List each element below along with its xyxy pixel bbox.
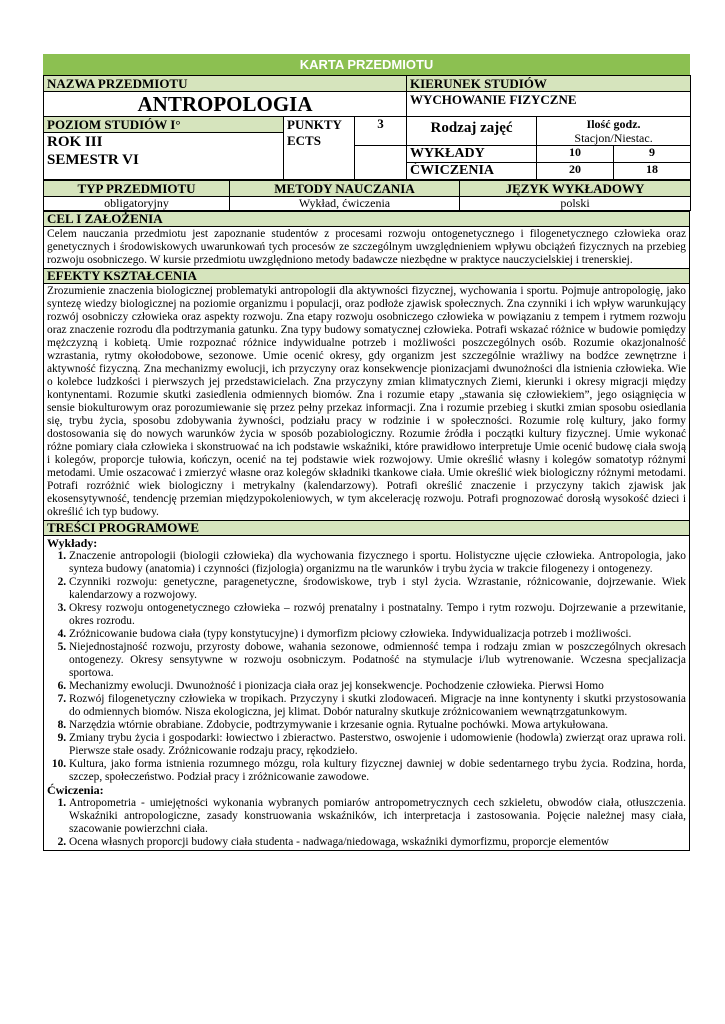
list-item: 3. Okresy rozwoju ontogenetycznego człowieka – rozwój prenatalny i postnatalny. Tempo i rytm rozwoju. Dojrzewanie a przewitanie, okres rozrodu. bbox=[69, 602, 686, 628]
wyklady-label: WYKŁADY bbox=[407, 146, 537, 163]
nazwa-value: ANTROPOLOGIA bbox=[44, 92, 407, 117]
rok: ROK III bbox=[47, 134, 103, 150]
punkty-value: 3 bbox=[355, 117, 407, 146]
jezyk-label: JĘZYK WYKŁADOWY bbox=[460, 181, 691, 197]
cwiczenia-label: ĆWICZENIA bbox=[407, 163, 537, 180]
semestr: SEMESTR VI bbox=[47, 152, 139, 168]
efekty-text: Zrozumienie znaczenia biologicznej problematyki antropologii dla aktywności fizycznej, wychowania i sportu. Pojmuje antropologię, jako syntezę wiedzy biologicznej na poziomie organizmu i populacji, oraz podłoże zjawisk społecznych. Zna czynniki i ich wpływ warunkujący rozwój osobniczy człowieka oraz aspekty rozwoju. Zna etapy rozwoju osobniczego człowieka w powiązaniu z tempem i rytmem rozwoju oraz znaczenie rozrodu dla podtrzymania gatunku. Zna typy budowy somatycznej człowieka. Potrafi wskazać różnice w budowie pomiędzy mężczyzną i kobietą. Umie rozpoznać różnice indywidualne potrzeb i możliwości poszczególnych osób. Rozumie okazjonalność wzrastania, rytmy okołodobowe, sezonowe. Umie ocenić okresy, gdy organizm jest szczególnie wrażliwy na bodźce zewnętrzne i aktywność fizyczną. Zna mechanizmy ewolucji, ich przyczyny oraz konsekwencje pionizacjami dwunożności dla istnienia człowieka. Wie o kolebce ludzkości i pierwszych jej przedstawicielach. Zna przyczyny zmian klimatycznych Ziemi, kierunki i okresy migracji między kontynentami. Rozumie skutki zasiedlenia odmiennych biomów. Zna i rozumie etapy „stawania się człowiekiem”, jego osiągnięcia w sensie biokulturowym oraz porozumiewanie się przez pełny przekaz informacji. Zna i rozumie przebieg i skutki zmian sposobu osiedlania się, trybu życia, sposobu zdobywania żywności, podziału pracy w rodzinie i w społeczności. Rozumie rolę kultury, jako formy dostosowania się do nowych warunków życia w sposób pozabiologiczny. Rozumie źródła i początki kultury fizycznej. Umie wykonać różne pomiary ciała człowieka i skonstruować na ich podstawie wskaźniki, które prawidłowo interpretuje Umie ocenić budowę ciała swoją i kolegów, proporcje tułowia, kończyn, ocenić na tej podstawie wiek rozwojowy. Umie określić własny i kolegów somatotyp różnymi metodami. Umie oszacować i zmierzyć własne oraz kolegów składniki tkankowe ciała. Umie określić wiek biologiczny różnymi metodami. Potrafi rozróżnić wiek biologiczny i metrykalny (kalendarzowy). Potrafi określić znaczenie i przyczyny takich zjawisk jak ekosensytywność, tendencję przemian międzypokoleniowych, w tym akcelerację rozwoju. Potrafi prognozować dorosłą wysokość dzieci i określić ich typ budowy. bbox=[44, 284, 690, 521]
cwiczenia-sublabel: Ćwiczenia: bbox=[47, 783, 104, 797]
list-item: 10. Kultura, jako forma istnienia rozumnego mózgu, rola kultury fizycznej dawniej w dobie sedentarnego trybu życia. Rodzina, horda, szczep, społeczeństwo. Podział pracy i zróżnicowanie zawodowe. bbox=[69, 758, 686, 784]
cel-table bbox=[43, 211, 690, 851]
punkty-blank bbox=[355, 146, 407, 180]
list-item: 1. Antropometria - umiejętności wykonania wybranych pomiarów antropometrycznych cech szkieletu, obwodów ciała, otłuszczenia. Wskaźniki antropologiczne, zasady konstruowania wskaźników, ich interpretacja i zastosowania. Pojęcie należnej masy ciała, szacowanie powierzchni ciała. bbox=[69, 797, 686, 836]
list-item: 2. Czynniki rozwoju: genetyczne, paragenetyczne, środowiskowe, tryb i styl życia. Wzrastanie, różnicowanie, dojrzewanie. Wiek kalendarzowy a rozwojowy. bbox=[69, 576, 686, 602]
list-item: 9. Zmiany trybu życia i gospodarki: łowiectwo i zbieractwo. Pasterstwo, oswojenie i udomowienie (hodowla) zwierząt oraz uprawa roli. Pierwsze stałe osady. Zróżnicowanie rodzaju pracy, rękodzieło. bbox=[69, 732, 686, 758]
course-card bbox=[43, 54, 690, 851]
cwiczenia-list bbox=[47, 797, 686, 849]
typ-label: TYP PRZEDMIOTU bbox=[44, 181, 230, 197]
typ-value: obligatoryjny bbox=[44, 197, 230, 211]
tresci-label: TREŚCI PROGRAMOWE bbox=[44, 521, 690, 536]
list-item: 1. Znaczenie antropologii (biologii człowieka) dla wychowania fizycznego i sportu. Holistyczne ujęcie człowieka. Antropologia, jako synteza budowy (anatomia) i czynności (fizjologia) organizmu na tle warunków i trybu życia w trakcie filogenezy i ontogenezy. bbox=[69, 550, 686, 576]
list-item: 5. Niejednostajność rozwoju, przyrosty dobowe, wahania sezonowe, odmienność tempa i rodzaju zmian w poszczególnych okresach ontogenezy. Okresy sensytywne w rozwoju osobniczym. Podatność na stymulacje i/lub wytrenowanie. Wczesna specjalizacja sportowa. bbox=[69, 641, 686, 680]
wyklady-list bbox=[47, 550, 686, 784]
nazwa-label: NAZWA PRZEDMIOTU bbox=[44, 76, 407, 92]
list-item: 8. Narzędzia wtórnie obrabiane. Zdobycie, podtrzymywanie i krzesanie ognia. Rytualne pochówki. Mowa artykułowana. bbox=[69, 719, 686, 732]
wyklady-sublabel: Wykłady: bbox=[47, 536, 98, 550]
list-item: 4. Zróżnicowanie budowa ciała (typy konstytucyjne) i dymorfizm płciowy człowieka. Indywidualizacja potrzeb i możliwości. bbox=[69, 628, 686, 641]
list-item: 6. Mechanizmy ewolucji. Dwunożność i pionizacja ciała oraz jej konsekwencje. Pochodzenie człowieka. Pierwsi Homo bbox=[69, 680, 686, 693]
typ-table bbox=[43, 180, 691, 211]
jezyk-value: polski bbox=[460, 197, 691, 211]
rodzaj-label: Rodzaj zajęć bbox=[407, 117, 537, 146]
header-table bbox=[43, 75, 691, 180]
efekty-label: EFEKTY KSZTAŁCENIA bbox=[44, 269, 690, 284]
rok-semestr bbox=[44, 133, 284, 180]
tresci-content bbox=[44, 536, 690, 851]
ilosc-label: Ilość godz. bbox=[586, 117, 641, 131]
list-item: 2. Ocena własnych proporcji budowy ciała studenta - nadwaga/niedowaga, wskaźniki dymorfizmu, proporcje elementów bbox=[69, 836, 686, 849]
list-item: 7. Rozwój filogenetyczny człowieka w tropikach. Przyczyny i skutki zlodowaceń. Migracje na inne kontynenty i skutki przystosowania do odmiennych biomów. Nisza ekologiczna, jej klimat. Dobór naturalny skutkuje zróżnicowaniem wewnątrzgatunkowym. bbox=[69, 693, 686, 719]
wyklady-niestac: 9 bbox=[614, 146, 691, 163]
metody-label: METODY NAUCZANIA bbox=[230, 181, 460, 197]
card-banner: KARTA PRZEDMIOTU bbox=[43, 54, 690, 75]
cwiczenia-stac: 20 bbox=[537, 163, 614, 180]
ilosc-header bbox=[537, 117, 691, 146]
wyklady-stac: 10 bbox=[537, 146, 614, 163]
metody-value: Wykład, ćwiczenia bbox=[230, 197, 460, 211]
ilosc-sub: Stacjon/Niestac. bbox=[574, 131, 653, 145]
cel-text: Celem nauczania przedmiotu jest zapoznanie studentów z procesami rozwoju ontogenetycznego i filogenetycznego człowieka oraz genetycznych i środowiskowych uwarunkowań tych procesów ze szczególnym uwzględnieniem wpływu obciążeń fizycznych na przebieg rozwoju osobniczego. W kursie przedmiotu uwzględniono metody badawcze niezbędne w praktyce nauczycielskiej i trenerskiej. bbox=[44, 227, 690, 269]
poziom-label: POZIOM STUDIÓW I° bbox=[44, 117, 284, 133]
cel-label: CEL I ZAŁOŻENIA bbox=[44, 212, 690, 227]
punkty-label: PUNKTY ECTS bbox=[284, 117, 355, 180]
kierunek-value: WYCHOWANIE FIZYCZNE bbox=[407, 92, 691, 117]
cwiczenia-niestac: 18 bbox=[614, 163, 691, 180]
kierunek-label: KIERUNEK STUDIÓW bbox=[407, 76, 691, 92]
